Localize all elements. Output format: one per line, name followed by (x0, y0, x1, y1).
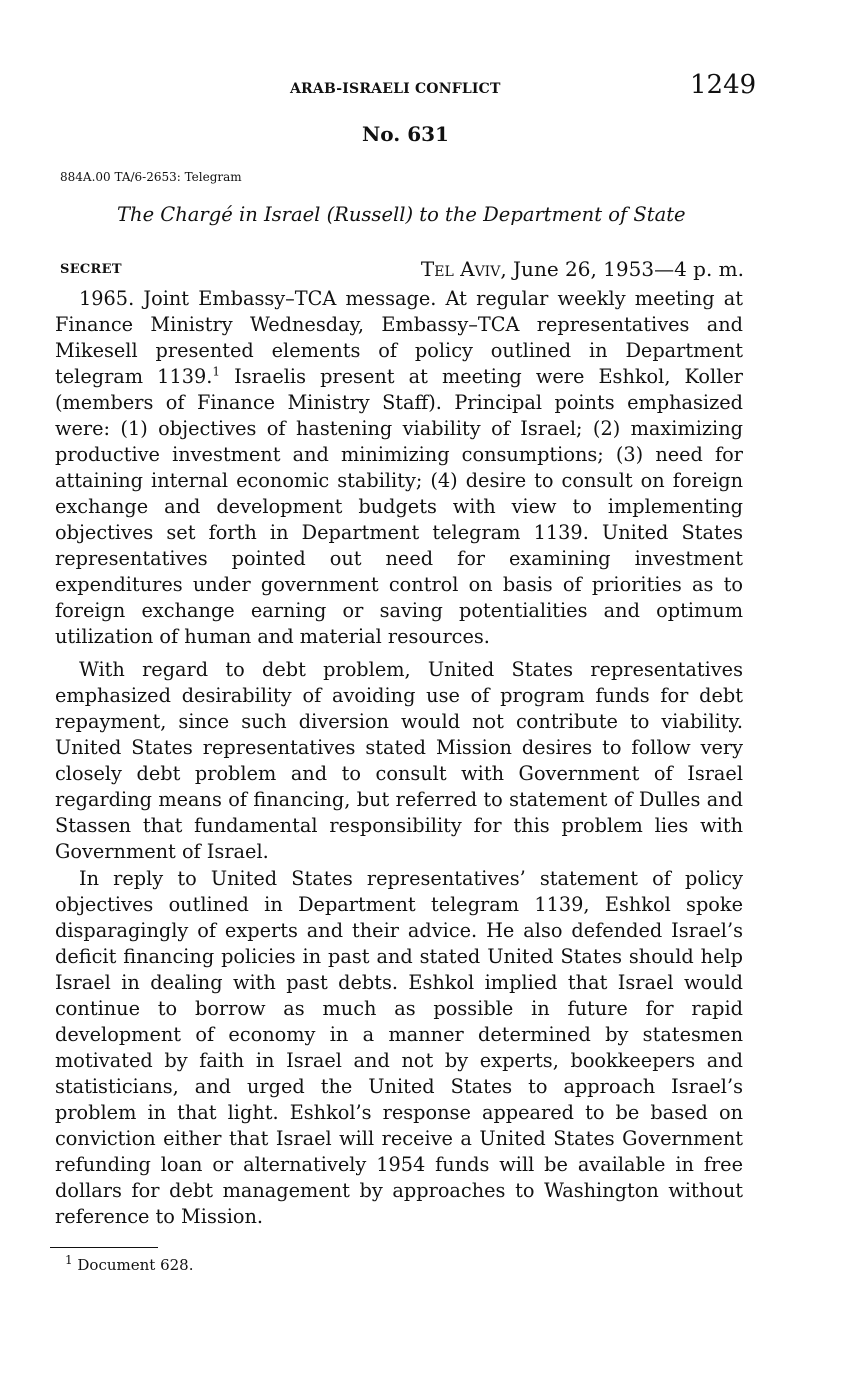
page-number: 1249 (690, 70, 757, 100)
footnote (65, 1253, 194, 1274)
dateline-date: , June 26, 1953—4 p. m. (500, 257, 744, 281)
paragraph-1-text-a: 1965. Joint Embassy–TCA message. At regular weekly meeting at Finance Ministry Wednesday, Embassy–TCA representatives and Mikesell presented elements of policy outlined in Department telegram 1139. (55, 287, 743, 388)
file-reference: 884A.00 TA/6-2653: Telegram (60, 170, 242, 184)
document-title: The Chargé in Israel (Russell) to the Department of State (117, 203, 686, 226)
footnote-mark: 1 (65, 1253, 73, 1267)
body-paragraph-3: In reply to United States representatives’ statement of policy objectives outlined in Department telegram 1139, Eshkol spoke disparagingly of experts and their advice. He also defended Israel’s deficit financing policies in past and stated United States should help Israel in dealing with past debts. Eshkol implied that Israel would continue to borrow as much as possible in future for rapid development of economy in a manner determined by statesmen motivated by faith in Israel and not by experts, bookkeepers and statisticians, and urged the United States to approach Israel’s problem in that light. Eshkol’s response appeared to be based on conviction either that Israel will receive a United States Government refunding loan or alternatively 1954 funds will be available in free dollars for debt management by approaches to Washington without reference to Mission. (55, 867, 743, 1228)
classification-label: SECRET (60, 262, 122, 277)
footnote-divider (50, 1247, 158, 1248)
footnote-reference: 1 (212, 364, 221, 379)
paragraph-1-text-b: Israelis present at meeting were Eshkol, Koller (members of Finance Ministry Staff). Principal points emphasized were: (1) objectives of hastening viability of Israel; (2) maximizing productive investment and minimizing consumptions; (3) need for attaining internal economic stability; (4) desire to consult on foreign exchange and development budgets with view to implementing objectives set forth in Department telegram 1139. United States representatives pointed out need for examining investment expenditures under government control on basis of priorities as to foreign exchange earning or saving potentialities and optimum utilization of human and material resources. (55, 365, 743, 648)
body-paragraph-2: With regard to debt problem, United States representatives emphasized desirability of avoiding use of program funds for debt repayment, since such diversion would not contribute to viability. United States representatives stated Mission desires to follow very closely debt problem and to consult with Government of Israel regarding means of financing, but referred to statement of Dulles and Stassen that fundamental responsibility for this problem lies with Government of Israel. (55, 658, 743, 863)
body-paragraph-1 (55, 286, 743, 650)
document-number: No. 631 (362, 122, 449, 146)
dateline (421, 257, 744, 281)
footnote-text: Document 628. (72, 1256, 194, 1274)
running-head: ARAB-ISRAELI CONFLICT (290, 81, 501, 97)
dateline-place: Tel Aviv (420, 257, 501, 281)
